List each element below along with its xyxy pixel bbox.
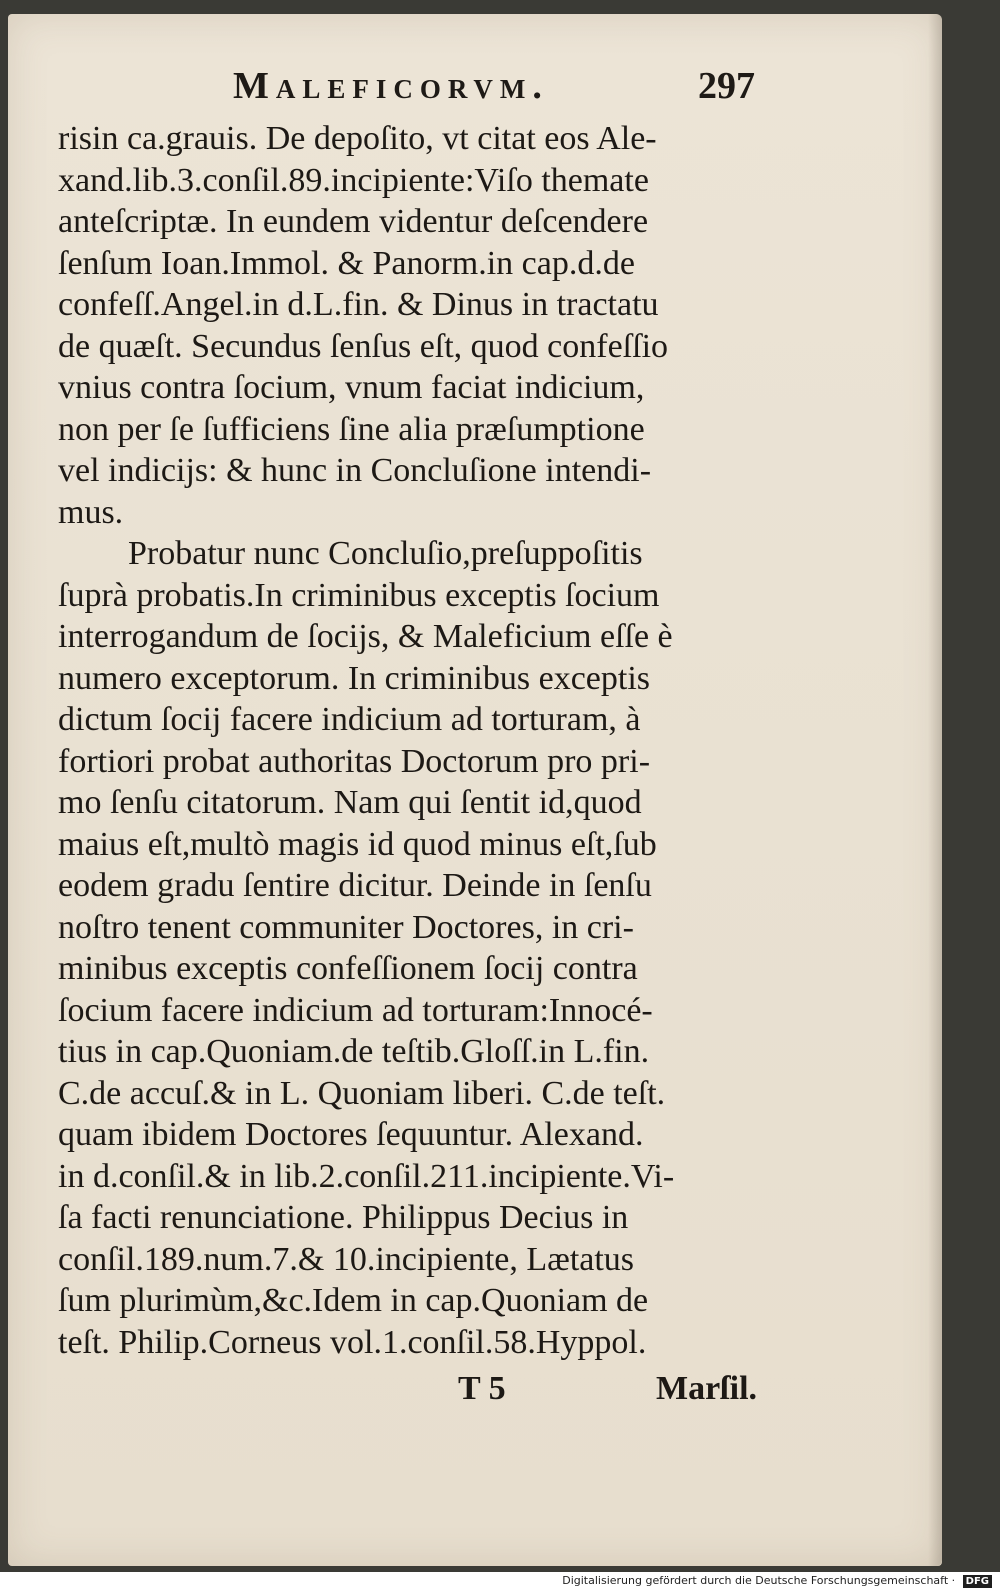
- body-text: [58, 118, 788, 1363]
- page-edge-shadow: [928, 14, 942, 1566]
- text-line: confeſſ.Angel.in d.L.fin. & Dinus in tractatu: [58, 286, 659, 323]
- text-line: vel indicijs: & hunc in Concluſione intendi-: [58, 452, 652, 489]
- text-line: ſuprà probatis.In criminibus exceptis ſocium: [58, 576, 660, 614]
- text-line: vnius contra ſocium, vnum faciat indicium,: [58, 369, 645, 406]
- dfg-logo: DFG: [963, 1575, 992, 1588]
- text-line: risin ca.grauis. De depoſito, vt citat eos Ale-: [58, 120, 657, 157]
- text-line: tius in cap.Quoniam.de teſtib.Gloſſ.in L.fin.: [58, 1033, 650, 1070]
- book-page: [8, 14, 942, 1566]
- text-line: conſil.189.num.7.& 10.incipiente, Lætatus: [58, 1240, 635, 1278]
- text-line: xand.lib.3.conſil.89.incipiente:Viſo themate: [58, 161, 649, 199]
- text-line: de quæſt. Secundus ſenſus eſt, quod confeſſio: [58, 327, 669, 365]
- text-line: maius eſt,multò magis id quod minus eſt,ſub: [58, 825, 657, 863]
- text-line: ſa facti renunciatione. Philippus Decius in: [58, 1199, 629, 1236]
- signature-mark: T 5: [458, 1370, 506, 1407]
- text-line: eodem gradu ſentire dicitur. Deinde in ſenſu: [58, 867, 652, 904]
- text-line: quam ibidem Doctores ſequuntur. Alexand.: [58, 1116, 644, 1153]
- running-head: Maleficorvm.: [233, 65, 549, 107]
- text-line: mus.: [58, 493, 124, 531]
- digitization-credit: [562, 1574, 992, 1588]
- text-line: ſum plurimùm,&c.Idem in cap.Quoniam de: [58, 1282, 649, 1319]
- text-line: ſenſum Ioan.Immol. & Panorm.in cap.d.de: [58, 244, 635, 282]
- text-line: C.de accuſ.& in L. Quoniam liberi. C.de teſt.: [58, 1074, 666, 1112]
- text-line: minibus exceptis confeſſionem ſocij contra: [58, 950, 638, 987]
- text-line: mo ſenſu citatorum. Nam qui ſentit id,quod: [58, 784, 642, 821]
- page-footer: [58, 1370, 788, 1414]
- text-line: teſt. Philip.Corneus vol.1.conſil.58.Hyppol.: [58, 1323, 647, 1361]
- text-line: in d.conſil.& in lib.2.conſil.211.incipiente.Vi-: [58, 1157, 675, 1195]
- text-line: dictum ſocij facere indicium ad torturam, à: [58, 701, 641, 738]
- text-line: ſocium facere indicium ad torturam:Innocé-: [58, 991, 653, 1029]
- text-line: anteſcriptæ. In eundem videntur deſcendere: [58, 203, 649, 240]
- page-header: [8, 64, 942, 114]
- credit-text: Digitalisierung gefördert durch die Deutsche Forschungsgemeinschaft ·: [562, 1574, 956, 1587]
- catchword: Marſil.: [656, 1370, 758, 1407]
- text-line: non per ſe ſufficiens ſine alia præſumptione: [58, 410, 645, 448]
- paragraph-start-line: Probatur nunc Concluſio,preſuppoſitis: [128, 535, 643, 572]
- text-line: interrogandum de ſocijs, & Maleficium eſſe è: [58, 618, 673, 655]
- text-line: numero exceptorum. In criminibus exceptis: [58, 659, 650, 697]
- text-line: fortiori probat authoritas Doctorum pro pri-: [58, 742, 651, 780]
- page-number: 297: [698, 65, 755, 107]
- text-line: noſtro tenent communiter Doctores, in cri-: [58, 908, 634, 946]
